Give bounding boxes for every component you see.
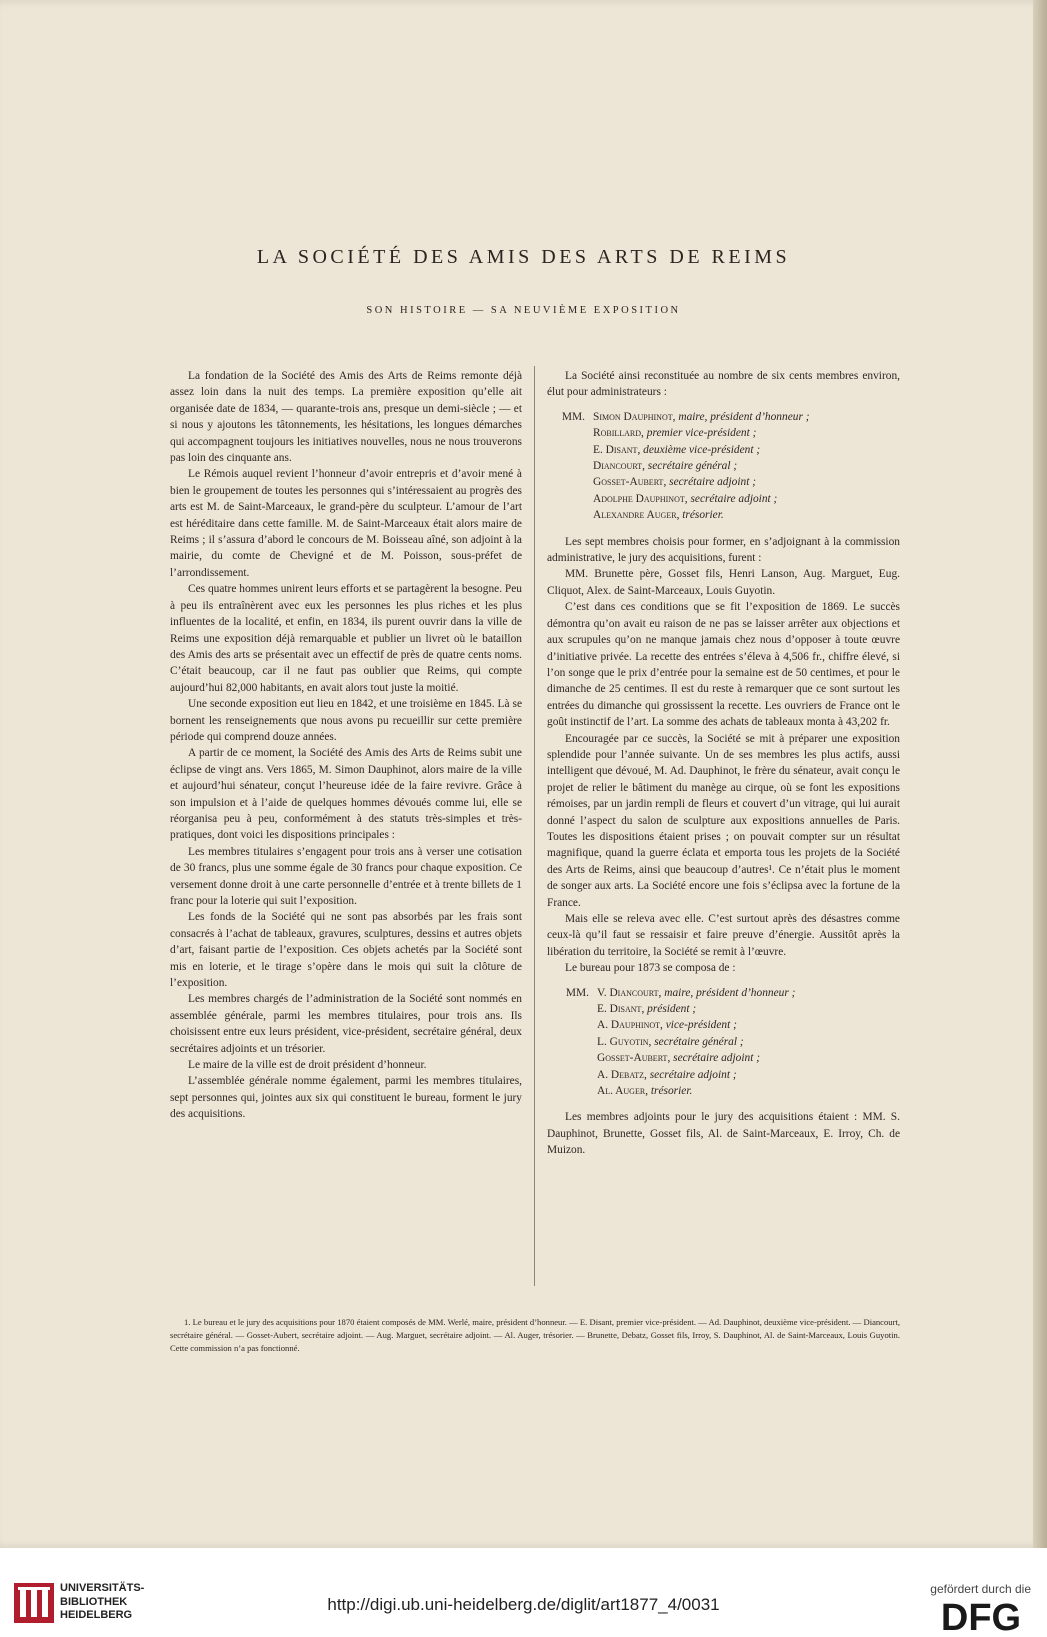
list-prefix: MM. [565,986,589,999]
left-column [170,368,522,1123]
paragraph: Les membres titulaires s’engagent pour trois ans à verser une cotisation de 30 francs, plus une somme égale de 30 francs pour chaque exposition. Ce versement donne droit à une carte personnelle d’entrée et à trente billets de 1 franc pour la loterie qui suit l’exposition. [170,845,522,907]
list-item: Al. Auger, trésorier. [597,1085,693,1098]
list-item: E. Disant, président ; [597,1003,697,1016]
paragraph: Mais elle se releva avec elle. C’est surtout après des désastres comme ceux-là qu’il faut se ressaisir et faire preuve d’énergie. Aussitôt après la libération du territoire, la Société se remit à l’œuvre. [547,913,900,958]
list-item: A. Debatz, secrétaire adjoint ; [597,1068,737,1081]
list-prefix: MM. [561,410,585,423]
paragraph: L’assemblée générale nomme également, parmi les membres titulaires, sept personnes qui, jointes aux six qui constituent le bureau, forment le jury des acquisitions. [170,1075,522,1121]
paragraph: Le maire de la ville est de droit président d’honneur. [188,1059,427,1072]
paragraph: C’est dans ces conditions que se fit l’exposition de 1869. Le succès démontra qu’on avait eu raison de ne pas se laisser arrêter aux objections et aux scrupules qu’on ne manque jamais chez nous d’opposer à toute œuvre d’initiative privée. La recette des entrées s’éleva à 4,506 fr., chiffre élevé, si l’on songe que le prix d’entrée pour la semaine est de 50 centimes, et pour le dimanche de 25 centimes. Il est du reste à remarquer que ce sont surtout les entrées du dimanche qui grossissent la recette. Les ouvriers de France ont le goût instinctif de l’art. La somme des achats de tableaux monta à 43,202 fr. [547,601,900,729]
paragraph: Les membres adjoints pour le jury des acquisitions étaient : MM. S. Dauphinot, Brunette, Gosset fils, Al. de Saint-Marceaux, E. Irroy, Ch. de Muizon. [547,1111,900,1157]
paragraph: MM. Brunette père, Gosset fils, Henri Lanson, Aug. Marguet, Eug. Cliquot, Alex. de Saint-Marceaux, Louis Guyotin. [547,568,900,597]
list-item: Simon Dauphinot, maire, président d’honneur ; [593,410,810,423]
dfg-logo-icon[interactable] [927,1598,1035,1634]
footnote-text: 1. Le bureau et le jury des acquisitions pour 1870 étaient composés de MM. Werlé, maire, président d’honneur. — E. Disant, premier vice-président. — Ad. Dauphinot, deuxième vice-président. — Diancourt, secrétaire général. — Gosset-Aubert, secrétaire adjoint. — Aug. Marguet, secrétaire adjoint. — Al. Auger, trésorier. — Brunette, Debatz, Gosset fils, Irroy, S. Dauphinot, Al. de Saint-Marceaux, Louis Guyotin. Cette commission n’a pas fonctionné. [170,1317,900,1353]
paragraph: Ces quatre hommes unirent leurs efforts et se partagèrent la besogne. Peu à peu ils entraînèrent avec eux les personnes les plus riches et les plus influentes de la localité, et enfin, en 1834, ils purent ouvrir dans la ville de Reims une exposition déjà remarquable et publier un livret où le bataillon des Amis des arts se présentait avec un effectif de près de quatre cents noms. C’était beaucoup, car il ne faut pas oublier que Reims, qui compte aujourd’hui 82,000 habitants, en avait alors tout juste la moitié. [170,583,522,694]
svg-text:DFG: DFG [940,1598,1022,1634]
paragraph: Les fonds de la Société qui ne sont pas absorbés par les frais sont consacrés à l’achat de tableaux, gravures, sculptures, dessins et autres objets d’art, faisant partie de l’exposition. Ces objets achetés par la Société sont mis en loterie, et le tirage s’opère dans le mois qui suit la clôture de l’exposition. [170,911,522,990]
column-divider [534,366,535,1286]
list-item: Adolphe Dauphinot, secrétaire adjoint ; [593,492,778,505]
permalink-url[interactable]: http://digi.ub.uni-heidelberg.de/diglit/art1877_4/0031 [327,1595,720,1614]
page-edge [1033,0,1047,1548]
list-item: L. Guyotin, secrétaire général ; [597,1035,744,1048]
bureau-1873-list [547,985,900,1100]
article-subtitle: SON HISTOIRE — SA NEUVIÈME EXPOSITION [366,305,681,316]
paragraph: Les sept membres choisis pour former, en s’adjoignant à la commission administrative, le jury des acquisitions, furent : [547,535,900,565]
list-item: Gosset-Aubert, secrétaire adjoint ; [597,1052,761,1065]
footnote [170,1316,900,1355]
paragraph: Le bureau pour 1873 se composa de : [565,962,736,975]
list-item: E. Disant, deuxième vice-président ; [593,443,761,456]
list-item: Gosset-Aubert, secrétaire adjoint ; [593,476,757,489]
article-title: LA SOCIÉTÉ DES AMIS DES ARTS DE REIMS [256,246,791,268]
paragraph: Le Rémois auquel revient l’honneur d’avoir entrepris et d’avoir mené à bien le groupement de toutes les personnes qui s’intéressaient au progrès des arts est M. de Saint-Marceaux, le grand-père du sculpteur. L’amour de l’art est héréditaire dans cette famille. M. de Saint-Marceaux était alors maire de Reims ; il s’assura d’abord le concours de M. Boisseau aîné, son adjoint à la mairie, du comte de Chevigné et de M. Poisson, sous-préfet de l’arrondissement. [170,468,522,579]
funded-by-text: gefördert durch die [930,1582,1031,1596]
administrators-list [547,409,900,524]
paragraph: Encouragée par ce succès, la Société se mit à préparer une exposition splendide pour l’année suivante. Un de ses membres les plus actifs, aussi intelligent que dévoué, M. Ad. Dauphinot, le frère du sénateur, avait conçu le projet de relier le bâtiment du manège au cirque, où se font les expositions rémoises, par un jardin rempli de fleurs et couvert d’un vitrage, qui lui aurait donné l’aspect du salon de sculpture aux expositions annuelles de Paris. Toutes les dispositions étaient prises ; on pouvait compter sur un résultat magnifique, quand la guerre éclata et emporta tous les projets de la Société des Arts de Reims, ainsi que beaucoup d’autres¹. Ce n’était plus le moment de songer aux arts. La Société encore une fois s’éclipsa avec la fortune de la France. [547,732,900,909]
paragraph: Les membres chargés de l’administration de la Société sont nommés en assemblée générale, parmi les membres titulaires, pour trois ans. Ils choisissent entre eux leurs président, vice-président, secrétaire général, deux secrétaires adjoints et un trésorier. [170,993,522,1055]
list-item: Alexandre Auger, trésorier. [593,509,724,522]
list-item: Robillard, premier vice-président ; [593,427,757,440]
paragraph: La Société ainsi reconstituée au nombre de six cents membres environ, élut pour administrateurs : [547,370,900,399]
list-item: Diancourt, secrétaire général ; [593,460,738,473]
paragraph: Une seconde exposition eut lieu en 1842, et une troisième en 1845. Là se bornent les renseignements que nous avons pu recueillir sur cette première période qui comprend douze années. [170,698,522,743]
list-item: V. Diancourt, maire, président d’honneur ; [597,986,796,999]
library-name: UNIVERSITÄTS- BIBLIOTHEK HEIDELBERG [60,1582,145,1621]
paragraph: A partir de ce moment, la Société des Amis des Arts de Reims subit une éclipse de vingt ans. Vers 1865, M. Simon Dauphinot, alors maire de la ville et aujourd’hui sénateur, conçut l’heureuse idée de la faire revivre. Grâce à son impulsion et à l’aide de quelques hommes dévoués comme lui, elle se réorganisa peu à peu, conformément à des statuts très-simples et très-pratiques, dont voici les dispositions principales : [170,747,522,842]
right-column [547,368,900,1159]
list-item: A. Dauphinot, vice-président ; [597,1019,737,1032]
paragraph: La fondation de la Société des Amis des Arts de Reims remonte déjà assez loin dans la nuit des temps. La première exposition qu’elle ait organisée date de 1834, — quarante-trois ans, presque un demi-siècle ; — et si nous y ajoutons les tâtonnements, les hésitations, les longues démarches qui accompagnent toujours les initiatives nouvelles, nous ne nous trouverons pas loin des cinquante ans. [170,370,522,465]
